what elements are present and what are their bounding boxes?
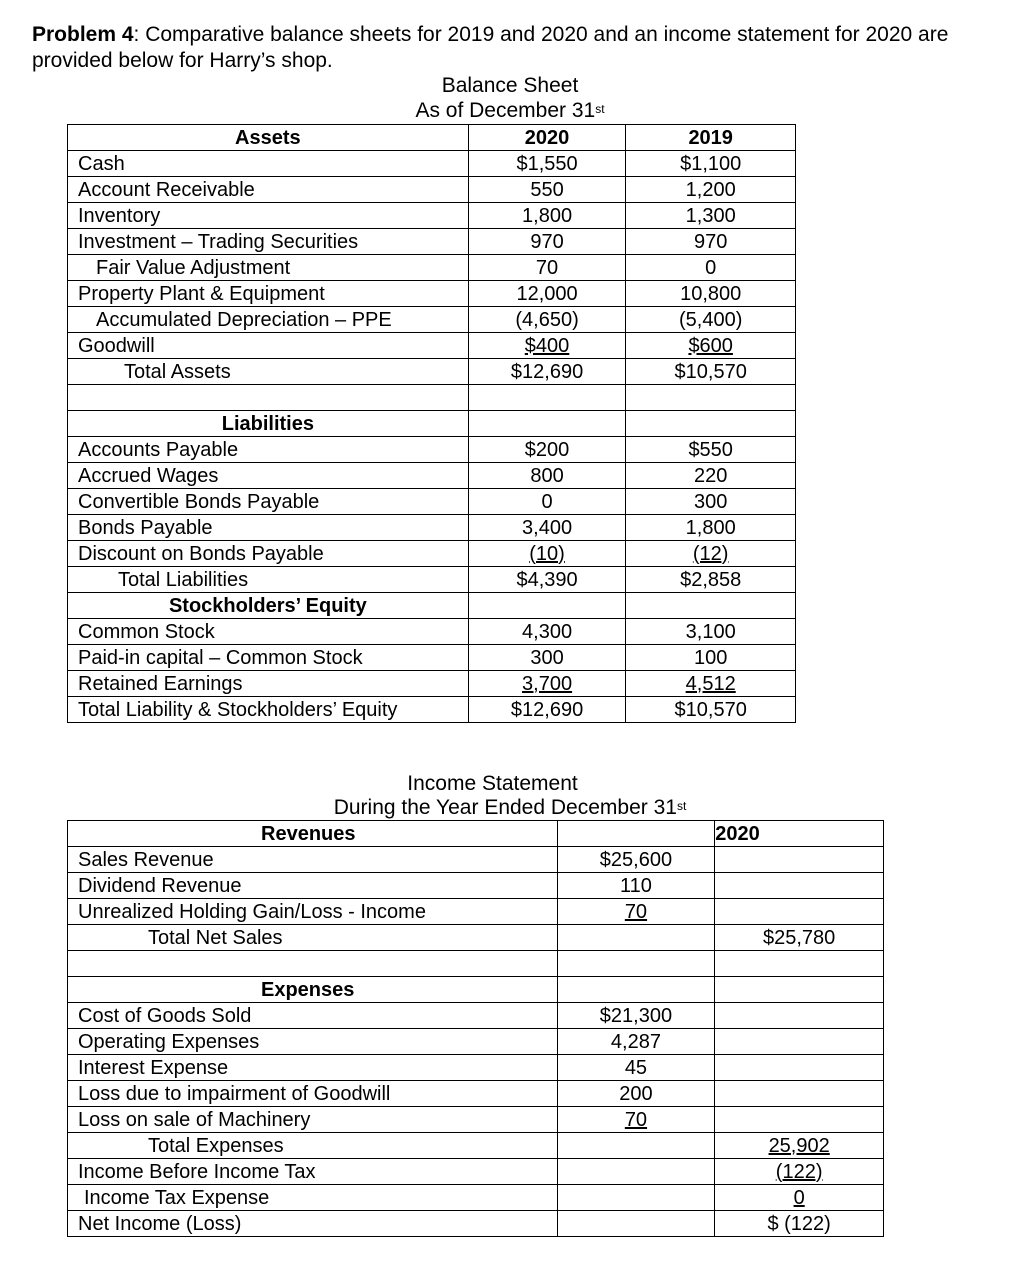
table-row — [68, 333, 796, 359]
value-2019: (5,400) — [626, 307, 796, 333]
total-row — [68, 1133, 884, 1159]
revenues-header: Revenues — [68, 821, 558, 847]
table-row — [68, 515, 796, 541]
value-2020: 970 — [468, 229, 626, 255]
value-2020: 70 — [468, 255, 626, 281]
row-label: Fair Value Adjustment — [68, 255, 469, 281]
blank-cell — [468, 593, 626, 619]
table-row — [68, 645, 796, 671]
value-2019: 3,100 — [626, 619, 796, 645]
table-row — [68, 619, 796, 645]
row-label: Goodwill — [68, 333, 469, 359]
blank-cell — [715, 1029, 884, 1055]
row-label: Total Assets — [68, 359, 469, 385]
problem-text: : Comparative balance sheets for 2019 and 2020 and an income statement for 2020 are provided below for Harry’s shop. — [32, 23, 949, 72]
value-2020: 800 — [468, 463, 626, 489]
value-2020: (10) — [468, 541, 626, 567]
blank-cell — [715, 1107, 884, 1133]
row-label: Income Before Income Tax — [68, 1159, 558, 1185]
row-label: Total Liability & Stockholders’ Equity — [68, 697, 469, 723]
row-label: Convertible Bonds Payable — [68, 489, 469, 515]
table-row — [68, 1055, 884, 1081]
row-label: Accumulated Depreciation – PPE — [68, 307, 469, 333]
row-label: Income Tax Expense — [68, 1185, 558, 1211]
blank-cell — [557, 1159, 715, 1185]
row-label: Retained Earnings — [68, 671, 469, 697]
blank-cell — [468, 385, 626, 411]
blank-cell — [715, 847, 884, 873]
value-2020: 300 — [468, 645, 626, 671]
income-statement-title: Income Statement — [407, 772, 578, 795]
table-row — [68, 1003, 884, 1029]
table-row — [68, 203, 796, 229]
blank-cell — [557, 925, 715, 951]
table-row — [68, 1107, 884, 1133]
value-2020: $200 — [468, 437, 626, 463]
row-label: Loss on sale of Machinery — [68, 1107, 558, 1133]
value-2019: 300 — [626, 489, 796, 515]
blank-cell — [715, 951, 884, 977]
amount: 200 — [557, 1081, 715, 1107]
value-2019: 1,800 — [626, 515, 796, 541]
blank-cell — [715, 1003, 884, 1029]
expenses-header-row — [68, 977, 884, 1003]
blank-cell — [626, 385, 796, 411]
row-label: Investment – Trading Securities — [68, 229, 469, 255]
total-row — [68, 1185, 884, 1211]
value-2019: $10,570 — [626, 359, 796, 385]
row-label: Bonds Payable — [68, 515, 469, 541]
blank-cell — [557, 1133, 715, 1159]
row-label: Interest Expense — [68, 1055, 558, 1081]
total-row — [68, 925, 884, 951]
value-2019: $1,100 — [626, 151, 796, 177]
value-2020: 12,000 — [468, 281, 626, 307]
equity-header-row — [68, 593, 796, 619]
amount: $25,600 — [557, 847, 715, 873]
table-row — [68, 899, 884, 925]
value-2019: $2,858 — [626, 567, 796, 593]
row-label: Account Receivable — [68, 177, 469, 203]
year-2020-header: 2020 — [468, 125, 626, 151]
row-label: Paid-in capital – Common Stock — [68, 645, 469, 671]
blank-cell — [626, 593, 796, 619]
blank-cell — [715, 1081, 884, 1107]
value-2019: 0 — [626, 255, 796, 281]
table-row — [68, 671, 796, 697]
value-2020: (4,650) — [468, 307, 626, 333]
blank-cell — [557, 821, 715, 847]
value-2019: 970 — [626, 229, 796, 255]
value-2019: (12) — [626, 541, 796, 567]
table-row — [68, 255, 796, 281]
row-label: Net Income (Loss) — [68, 1211, 558, 1237]
total-row — [68, 697, 796, 723]
value-2020: $12,690 — [468, 359, 626, 385]
row-label: Cash — [68, 151, 469, 177]
row-label: Dividend Revenue — [68, 873, 558, 899]
table-row — [68, 541, 796, 567]
value-2020: 3,700 — [468, 671, 626, 697]
blank-cell — [557, 951, 715, 977]
value-2019: 10,800 — [626, 281, 796, 307]
value-2020: $1,550 — [468, 151, 626, 177]
row-label: Unrealized Holding Gain/Loss - Income — [68, 899, 558, 925]
row-label: Sales Revenue — [68, 847, 558, 873]
amount: 70 — [557, 899, 715, 925]
table-row — [68, 229, 796, 255]
year-2019-header: 2019 — [626, 125, 796, 151]
table-row — [68, 151, 796, 177]
balance-sheet-subtitle-text: As of December 31 — [415, 99, 596, 122]
value-2019: 100 — [626, 645, 796, 671]
table-row — [68, 307, 796, 333]
total-row — [68, 1159, 884, 1185]
income-statement-subtitle-sup: st — [676, 799, 687, 813]
row-label: Cost of Goods Sold — [68, 1003, 558, 1029]
row-label: Total Expenses — [68, 1133, 558, 1159]
blank-cell — [715, 873, 884, 899]
table-row — [68, 177, 796, 203]
value-2019: $10,570 — [626, 697, 796, 723]
total-amount: $ (122) — [715, 1211, 884, 1237]
value-2019: 220 — [626, 463, 796, 489]
value-2020: 550 — [468, 177, 626, 203]
value-2020: 0 — [468, 489, 626, 515]
value-2020: 1,800 — [468, 203, 626, 229]
amount: 4,287 — [557, 1029, 715, 1055]
value-2019: 4,512 — [626, 671, 796, 697]
blank-cell — [68, 951, 558, 977]
value-2020: $4,390 — [468, 567, 626, 593]
amount: $21,300 — [557, 1003, 715, 1029]
table-header-row — [68, 125, 796, 151]
liabilities-header-row — [68, 411, 796, 437]
amount: 45 — [557, 1055, 715, 1081]
table-row — [68, 463, 796, 489]
value-2020: $400 — [468, 333, 626, 359]
total-row — [68, 359, 796, 385]
table-row — [68, 281, 796, 307]
liabilities-header: Liabilities — [68, 411, 469, 437]
balance-sheet-table — [67, 124, 796, 723]
income-statement-subtitle — [300, 796, 720, 820]
balance-sheet-subtitle-sup: st — [595, 102, 605, 116]
table-row — [68, 437, 796, 463]
value-2019: 1,300 — [626, 203, 796, 229]
blank-cell — [557, 1185, 715, 1211]
row-label: Accrued Wages — [68, 463, 469, 489]
problem-statement — [32, 22, 992, 74]
table-row — [68, 873, 884, 899]
row-label: Discount on Bonds Payable — [68, 541, 469, 567]
blank-cell — [715, 977, 884, 1003]
row-label: Loss due to impairment of Goodwill — [68, 1081, 558, 1107]
blank-cell — [715, 1055, 884, 1081]
blank-cell — [468, 411, 626, 437]
spacer-row — [68, 951, 884, 977]
value-2019: $600 — [626, 333, 796, 359]
value-2019: 1,200 — [626, 177, 796, 203]
assets-header: Assets — [68, 125, 469, 151]
amount: 110 — [557, 873, 715, 899]
expenses-header: Expenses — [68, 977, 558, 1003]
table-row — [68, 1081, 884, 1107]
blank-cell — [68, 385, 469, 411]
blank-cell — [715, 899, 884, 925]
amount: 70 — [557, 1107, 715, 1133]
total-row — [68, 1211, 884, 1237]
blank-cell — [557, 977, 715, 1003]
balance-sheet-title: Balance Sheet — [441, 74, 579, 97]
equity-header: Stockholders’ Equity — [68, 593, 469, 619]
income-statement-subtitle-text: During the Year Ended December 31 — [333, 796, 677, 819]
table-header-row — [68, 821, 884, 847]
table-row — [68, 847, 884, 873]
row-label: Accounts Payable — [68, 437, 469, 463]
table-row — [68, 1029, 884, 1055]
table-row — [68, 489, 796, 515]
total-amount: 25,902 — [715, 1133, 884, 1159]
row-label: Total Net Sales — [68, 925, 558, 951]
row-label: Common Stock — [68, 619, 469, 645]
value-2020: 4,300 — [468, 619, 626, 645]
total-amount: $25,780 — [715, 925, 884, 951]
value-2020: 3,400 — [468, 515, 626, 541]
row-label: Property Plant & Equipment — [68, 281, 469, 307]
row-label: Inventory — [68, 203, 469, 229]
row-label: Total Liabilities — [68, 567, 469, 593]
total-amount: (122) — [715, 1159, 884, 1185]
income-statement-table — [67, 820, 884, 1237]
blank-cell — [557, 1211, 715, 1237]
value-2019: $550 — [626, 437, 796, 463]
blank-cell — [626, 411, 796, 437]
spacer-row — [68, 385, 796, 411]
year-2020-header: 2020 — [715, 821, 884, 847]
problem-label: Problem 4 — [32, 23, 134, 46]
row-label: Operating Expenses — [68, 1029, 558, 1055]
total-row — [68, 567, 796, 593]
total-amount: 0 — [715, 1185, 884, 1211]
balance-sheet-subtitle — [330, 99, 690, 123]
value-2020: $12,690 — [468, 697, 626, 723]
